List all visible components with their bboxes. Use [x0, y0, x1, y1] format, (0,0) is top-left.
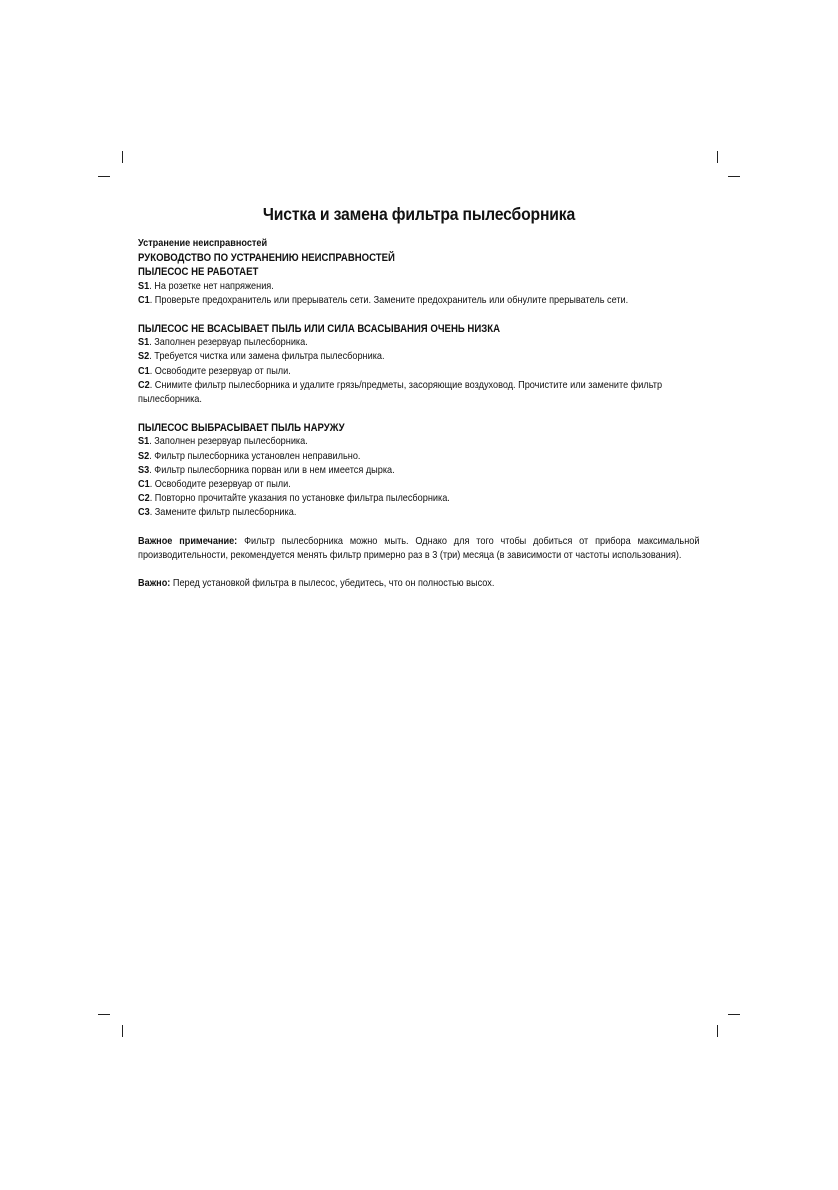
important-warning	[138, 577, 699, 591]
item-text: . Заполнен резервуар пылесборника.	[149, 337, 308, 349]
item-text: . Заполнен резервуар пылесборника.	[149, 436, 308, 448]
item-code: S1	[138, 280, 150, 292]
item-code: C3	[138, 507, 150, 519]
list-item	[138, 280, 699, 294]
item-code: C1	[138, 479, 150, 491]
list-item	[138, 379, 699, 407]
item-code: C1	[138, 365, 150, 377]
crop-mark-bottom-left-vertical	[122, 1025, 123, 1037]
section-heading: ПЫЛЕСОС НЕ РАБОТАЕТ	[138, 266, 259, 279]
crop-mark-top-left-horizontal	[98, 176, 110, 177]
note-label: Важное примечание:	[138, 535, 238, 547]
list-item	[138, 435, 699, 449]
list-item	[138, 492, 699, 506]
crop-mark-bottom-right-vertical	[717, 1025, 718, 1037]
crop-mark-top-left-vertical	[122, 151, 123, 163]
item-code: S3	[138, 464, 150, 476]
item-code: C2	[138, 493, 150, 505]
item-text: . Снимите фильтр пылесборника и удалите грязь/предметы, засоряющие воздуховод. Прочистите или замените фильтр пылесборника.	[138, 379, 663, 406]
item-text: . На розетке нет напряжения.	[149, 280, 274, 292]
document-page	[138, 204, 700, 591]
list-item	[138, 506, 699, 520]
item-code: C2	[138, 379, 150, 391]
item-text: . Фильтр пылесборника порван или в нем имеется дырка.	[149, 464, 395, 476]
section-heading: ПЫЛЕСОС НЕ ВСАСЫВАЕТ ПЫЛЬ ИЛИ СИЛА ВСАСЫВАНИЯ ОЧЕНЬ НИЗКА	[138, 323, 500, 336]
item-code: S1	[138, 436, 150, 448]
item-code: S2	[138, 351, 150, 363]
spacer	[138, 407, 699, 421]
item-text: . Освободите резервуар от пыли.	[149, 365, 291, 377]
item-code: S1	[138, 337, 150, 349]
list-item	[138, 336, 699, 350]
list-item	[138, 464, 699, 478]
item-text: . Требуется чистка или замена фильтра пылесборника.	[149, 351, 385, 363]
item-text: . Повторно прочитайте указания по установке фильтра пылесборника.	[149, 493, 450, 505]
section-blows-dust	[138, 421, 699, 520]
warning-label: Важно:	[138, 578, 171, 590]
subtitle: Устранение неисправностей	[138, 238, 268, 249]
item-text: . Замените фильтр пылесборника.	[149, 507, 297, 519]
list-item	[138, 294, 699, 308]
warning-text: Перед установкой фильтра в пылесос, убедитесь, что он полностью высох.	[170, 578, 495, 590]
note-text: Фильтр пылесборника можно мыть. Однако для того чтобы добиться от прибора максимальной производительности, рекомендуется менять фильтр примерно раз в 3 (три) месяца (в зависимости от частоты использования).	[138, 535, 700, 561]
page-title: Чистка и замена фильтра пылесборника	[262, 204, 576, 224]
important-note	[138, 535, 699, 563]
spacer	[138, 521, 699, 535]
crop-mark-top-right-horizontal	[728, 176, 740, 177]
item-text: . Освободите резервуар от пыли.	[149, 479, 291, 491]
crop-mark-bottom-left-horizontal	[98, 1014, 110, 1015]
item-text: . Фильтр пылесборника установлен неправильно.	[149, 450, 361, 462]
list-item	[138, 365, 699, 379]
guide-heading: РУКОВОДСТВО ПО УСТРАНЕНИЮ НЕИСПРАВНОСТЕЙ	[138, 252, 395, 265]
section-no-suction	[138, 322, 699, 407]
list-item	[138, 450, 699, 464]
spacer	[138, 563, 699, 577]
section-heading: ПЫЛЕСОС ВЫБРАСЫВАЕТ ПЫЛЬ НАРУЖУ	[138, 422, 345, 435]
list-item	[138, 350, 699, 364]
document-body	[138, 237, 699, 591]
item-code: C1	[138, 294, 150, 306]
list-item	[138, 478, 699, 492]
item-code: S2	[138, 450, 150, 462]
crop-mark-top-right-vertical	[717, 151, 718, 163]
crop-mark-bottom-right-horizontal	[728, 1014, 740, 1015]
section-not-working	[138, 265, 699, 308]
item-text: . Проверьте предохранитель или прерыватель сети. Замените предохранитель или обнулите прерыватель сети.	[149, 294, 629, 306]
spacer	[138, 308, 699, 322]
